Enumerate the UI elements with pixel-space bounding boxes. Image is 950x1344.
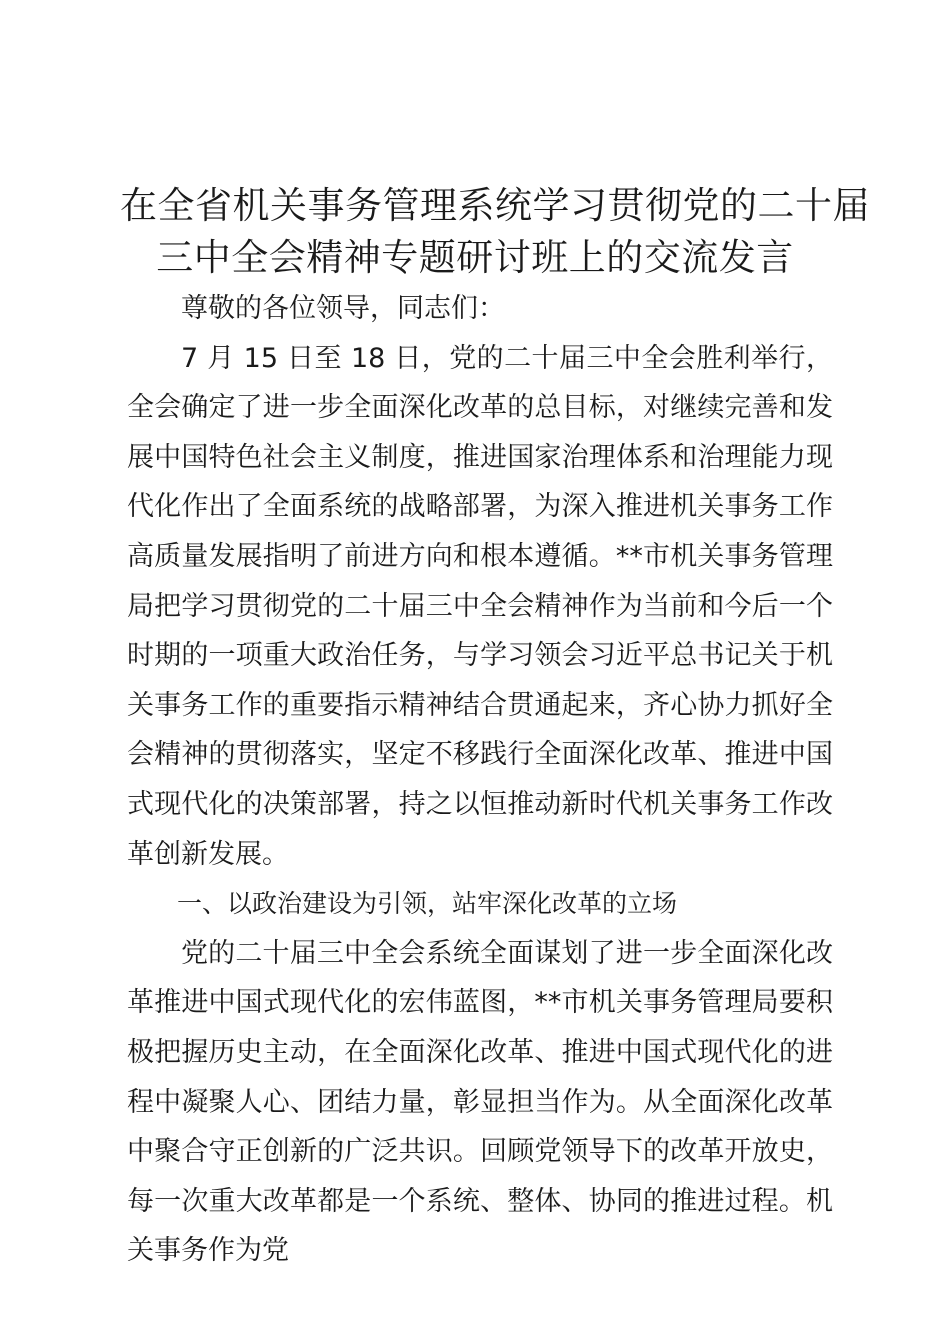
paragraph-2: 党的二十届三中全会系统全面谋划了进一步全面深化改革推进中国式现代化的宏伟蓝图，**市机关事务管理局要积极把握历史主动，在全面深化改革、推进中国式现代化的进程中凝聚人心、团结力量，彰显担当作为。从全面深化改革中聚合守正创新的广泛共识。回顾党领导下的改革开放史，每一次重大改革都是一个系统、整体、协同的推进过程。机关事务作为党 [127,937,833,1267]
section-heading-1: 一、以政治建设为引领，站牢深化改革的立场 [177,889,678,919]
document-title [120,180,870,284]
title-line-2: 三中全会精神专题研讨班上的交流发言 [156,236,794,279]
document-body [127,284,833,1276]
paragraph-1: 7 月 15 日至 18 日，党的二十届三中全会胜利举行，全会确定了进一步全面深化改革的总目标，对继续完善和发展中国特色社会主义制度，推进国家治理体系和治理能力现代化作出了全面系统的战略部署，为深入推进机关事务工作高质量发展指明了前进方向和根本遵循。**市机关事务管理局把学习贯彻党的二十届三中全会精神作为当前和今后一个时期的一项重大政治任务，与学习领会习近平总书记关于机关事务工作的重要指示精神结合贯通起来，齐心协力抓好全会精神的贯彻落实，坚定不移践行全面深化改革、推进中国式现代化的决策部署，持之以恒推动新时代机关事务工作改革创新发展。 [127,342,833,870]
title-line-1: 在全省机关事务管理系统学习贯彻党的二十届 [120,184,870,227]
salutation: 尊敬的各位领导，同志们： [181,293,505,324]
